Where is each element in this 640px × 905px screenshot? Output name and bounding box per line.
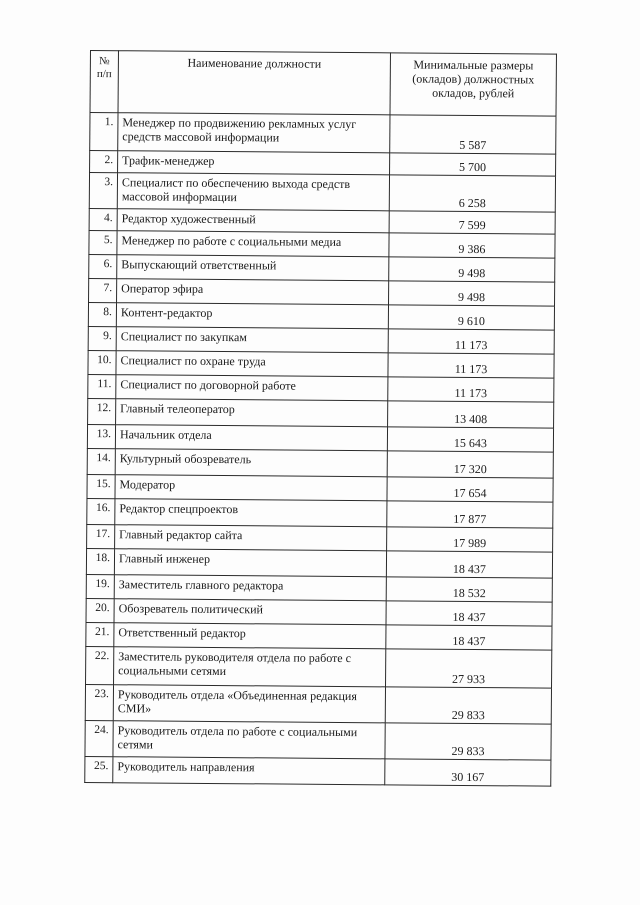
position-name: Главный инженер — [114, 549, 386, 577]
position-name: Модератор — [115, 475, 387, 501]
minimum-salary: 11 173 — [388, 329, 554, 354]
row-number: 9. — [88, 326, 116, 350]
position-name: Начальник отдела — [115, 425, 387, 451]
row-number: 25. — [85, 756, 113, 782]
table-row — [87, 474, 553, 502]
table-row — [88, 398, 554, 428]
table-row — [85, 684, 551, 724]
position-name: Заместитель руководителя отдела по работе с социальными сетями — [114, 647, 386, 687]
row-number: 22. — [86, 646, 114, 684]
position-name: Специалист по обеспечению выхода средств массовой информации — [117, 173, 389, 211]
position-name: Руководитель отдела по работе с социальными сетями — [113, 721, 385, 759]
minimum-salary: 9 498 — [389, 281, 555, 306]
row-number: 20. — [86, 598, 114, 622]
minimum-salary: 11 173 — [388, 353, 554, 378]
table-row — [89, 173, 555, 213]
table-row — [88, 374, 554, 402]
minimum-salary: 13 408 — [388, 401, 554, 428]
position-name: Трафик-менеджер — [118, 151, 390, 175]
table-row — [87, 524, 553, 552]
position-name: Ответственный редактор — [114, 623, 386, 649]
minimum-salary: 9 610 — [388, 305, 554, 330]
table-row — [88, 326, 554, 354]
header-position-name: Наименование должности — [118, 51, 390, 115]
minimum-salary: 27 933 — [386, 649, 552, 688]
minimum-salary: 18 437 — [386, 601, 552, 626]
minimum-salary: 18 437 — [386, 625, 552, 650]
row-number: 2. — [90, 151, 118, 173]
position-name: Специалист по закупкам — [116, 327, 388, 353]
minimum-salary: 18 437 — [386, 551, 552, 578]
minimum-salary: 9 498 — [389, 257, 555, 282]
row-number: 13. — [87, 424, 115, 448]
table-row — [90, 113, 556, 155]
row-number: 19. — [86, 574, 114, 598]
table-row — [86, 622, 552, 650]
position-name: Главный редактор сайта — [115, 525, 387, 551]
row-number: 7. — [89, 278, 117, 302]
row-number: 17. — [87, 524, 115, 548]
position-name: Заместитель главного редактора — [114, 575, 386, 601]
position-name: Редактор художественный — [117, 209, 389, 233]
minimum-salary: 17 877 — [387, 501, 553, 528]
row-number: 1. — [90, 113, 118, 151]
table-row — [85, 720, 551, 760]
position-name: Обозреватель политический — [114, 599, 386, 625]
position-name: Специалист по охране труда — [116, 351, 388, 377]
minimum-salary: 6 258 — [389, 175, 555, 212]
table-row — [87, 498, 553, 528]
minimum-salary: 5 587 — [390, 115, 556, 154]
table-row — [89, 278, 555, 306]
position-name: Культурный обозреватель — [115, 449, 387, 477]
header-number: № п/п — [90, 51, 118, 113]
minimum-salary: 17 320 — [387, 451, 553, 478]
minimum-salary: 7 599 — [389, 211, 555, 234]
table-row — [89, 254, 555, 282]
row-number: 15. — [87, 474, 115, 498]
position-name: Редактор спецпроектов — [115, 499, 387, 527]
row-number: 8. — [88, 302, 116, 326]
position-name: Выпускающий ответственный — [117, 255, 389, 281]
table-row — [86, 646, 552, 688]
row-number: 10. — [88, 350, 116, 374]
position-name: Менеджер по продвижению рекламных услуг средств массовой информации — [118, 113, 390, 153]
row-number: 24. — [85, 720, 113, 756]
table-row — [87, 424, 553, 452]
row-number: 14. — [87, 448, 115, 474]
row-number: 21. — [86, 622, 114, 646]
row-number: 4. — [89, 208, 117, 230]
table-row — [86, 548, 552, 578]
row-number: 5. — [89, 230, 117, 254]
row-number: 6. — [89, 254, 117, 278]
row-number: 3. — [89, 173, 117, 209]
row-number: 16. — [87, 498, 115, 524]
minimum-salary: 18 532 — [386, 577, 552, 602]
row-number: 18. — [86, 548, 114, 574]
row-number: 12. — [88, 398, 116, 424]
table-row — [89, 230, 555, 258]
position-name: Менеджер по работе с социальными медиа — [117, 231, 389, 257]
table-row — [88, 350, 554, 378]
position-name: Контент-редактор — [116, 303, 388, 329]
table-row — [86, 598, 552, 626]
table-row — [87, 448, 553, 478]
minimum-salary: 11 173 — [388, 377, 554, 402]
minimum-salary: 30 167 — [385, 759, 551, 786]
minimum-salary: 9 386 — [389, 233, 555, 258]
row-number: 11. — [88, 374, 116, 398]
table-row — [85, 756, 551, 786]
minimum-salary: 5 700 — [390, 153, 556, 176]
position-name: Руководитель направления — [113, 757, 385, 785]
minimum-salary: 29 833 — [385, 723, 551, 760]
position-name: Руководитель отдела «Объединенная редакция СМИ» — [113, 685, 385, 723]
header-minimum-salary: Минимальные размеры (окладов) должностных окладов, рублей — [390, 53, 556, 116]
position-name: Оператор эфира — [117, 279, 389, 305]
table-header-row — [90, 51, 556, 117]
minimum-salary: 29 833 — [385, 687, 551, 724]
minimum-salary: 17 989 — [387, 527, 553, 552]
minimum-salary: 17 654 — [387, 477, 553, 502]
row-number: 23. — [85, 684, 113, 720]
position-name: Специалист по договорной работе — [116, 375, 388, 401]
position-name: Главный телеоператор — [116, 399, 388, 427]
table-row — [86, 574, 552, 602]
salary-table — [84, 50, 557, 787]
table-row — [88, 302, 554, 330]
minimum-salary: 15 643 — [387, 427, 553, 452]
